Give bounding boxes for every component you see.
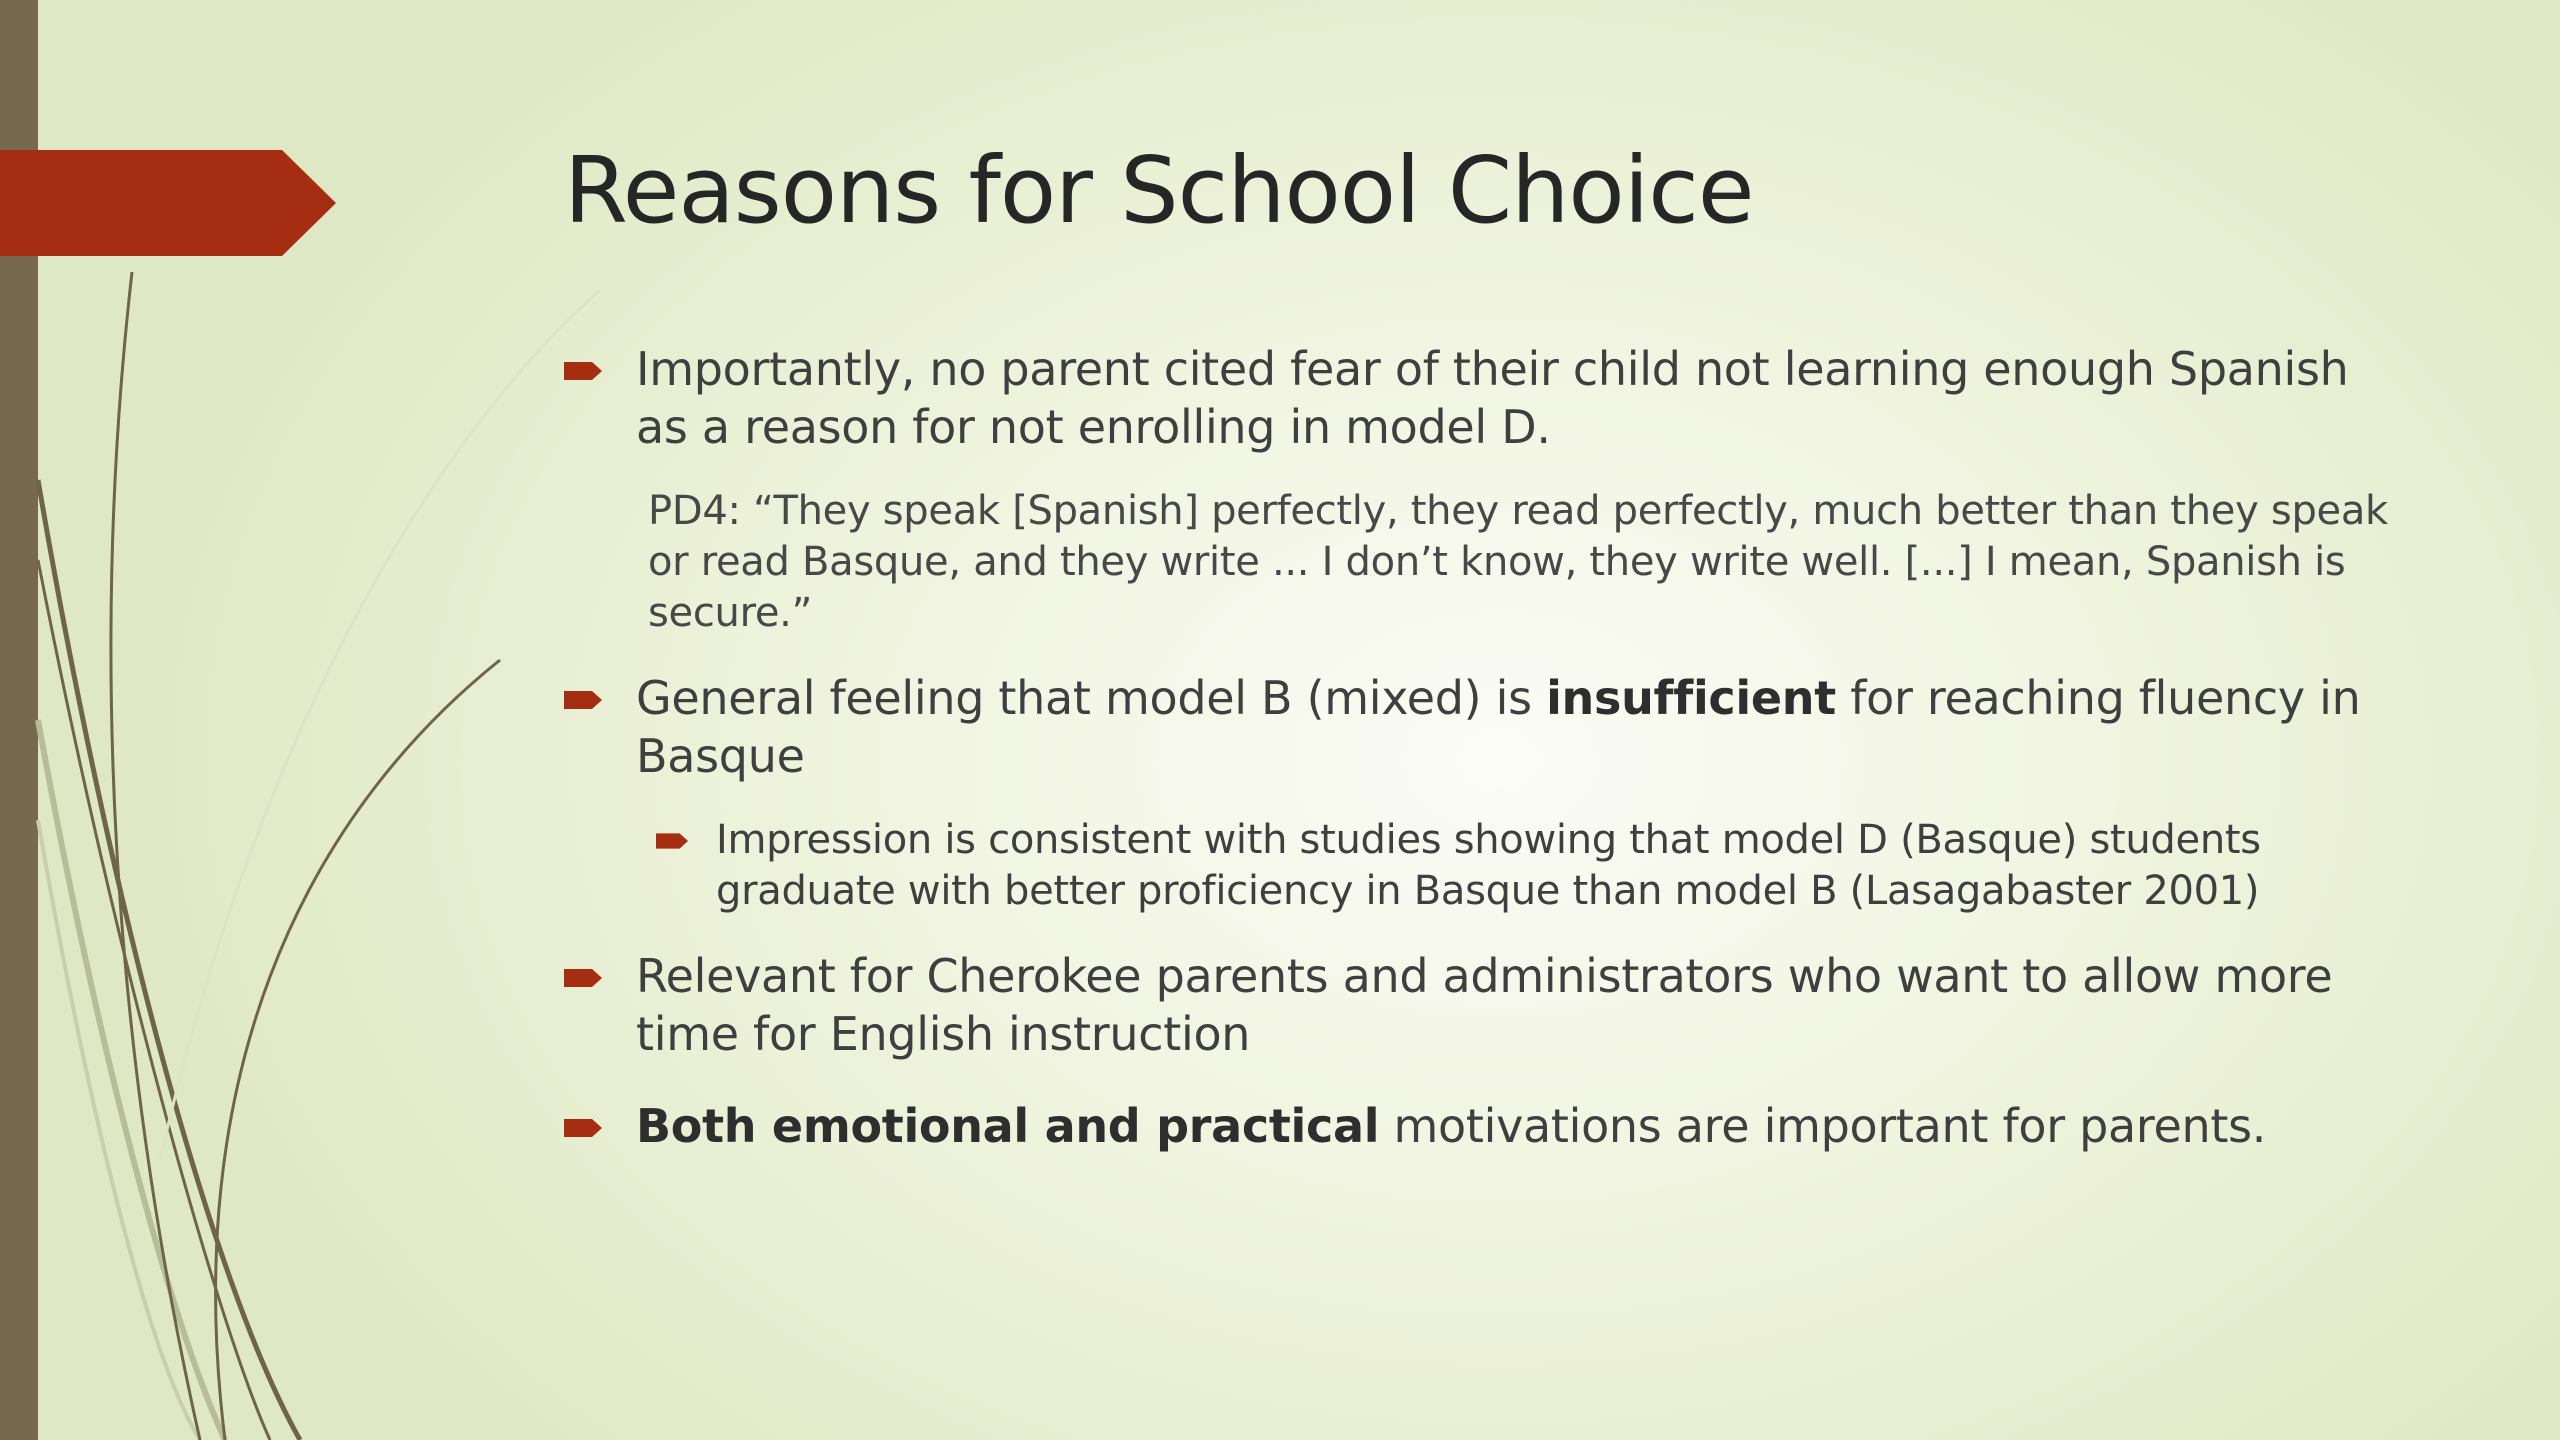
arrow-bullet-icon (564, 362, 602, 380)
bullet-item (564, 340, 2394, 456)
bullet-text: Relevant for Cherokee parents and administrators who want to allow more time for English instruction (636, 949, 2333, 1061)
interview-quote: PD4: “They speak [Spanish] perfectly, they read perfectly, much better than they speak or read Basque, and they write ... I don’t know, they write well. [...] I mean, Spanish is secure.” (648, 488, 2388, 636)
slide-content (564, 340, 2394, 1155)
bullet-item (564, 669, 2394, 785)
slide-title: Reasons for School Choice (564, 137, 1754, 244)
bullet-text: Importantly, no parent cited fear of their child not learning enough Spanish as a reason for not enrolling in model D. (636, 342, 2349, 454)
sub-bullet-item (656, 815, 2394, 917)
bullet-text-post: for reaching fluency in Basque (636, 671, 2361, 783)
arrow-bullet-icon (564, 691, 602, 709)
arrow-bullet-icon (564, 969, 602, 987)
bullet-item (564, 1097, 2394, 1155)
bullet-item (564, 947, 2394, 1063)
sub-bullet-text: Impression is consistent with studies showing that model D (Basque) students graduate with better proficiency in Basque than model B (Lasagabaster 2001) (716, 817, 2261, 914)
bullet-text-bold: insufficient (1546, 671, 1836, 725)
bullet-text-pre: General feeling that model B (mixed) is (636, 671, 1547, 725)
title-arrow-banner (0, 150, 336, 256)
arrow-bullet-icon (564, 1119, 602, 1137)
arrow-bullet-icon (656, 833, 688, 849)
bullet-text-bold: Both emotional and practical (636, 1099, 1380, 1153)
bullet-text-post: motivations are important for parents. (1379, 1099, 2267, 1153)
